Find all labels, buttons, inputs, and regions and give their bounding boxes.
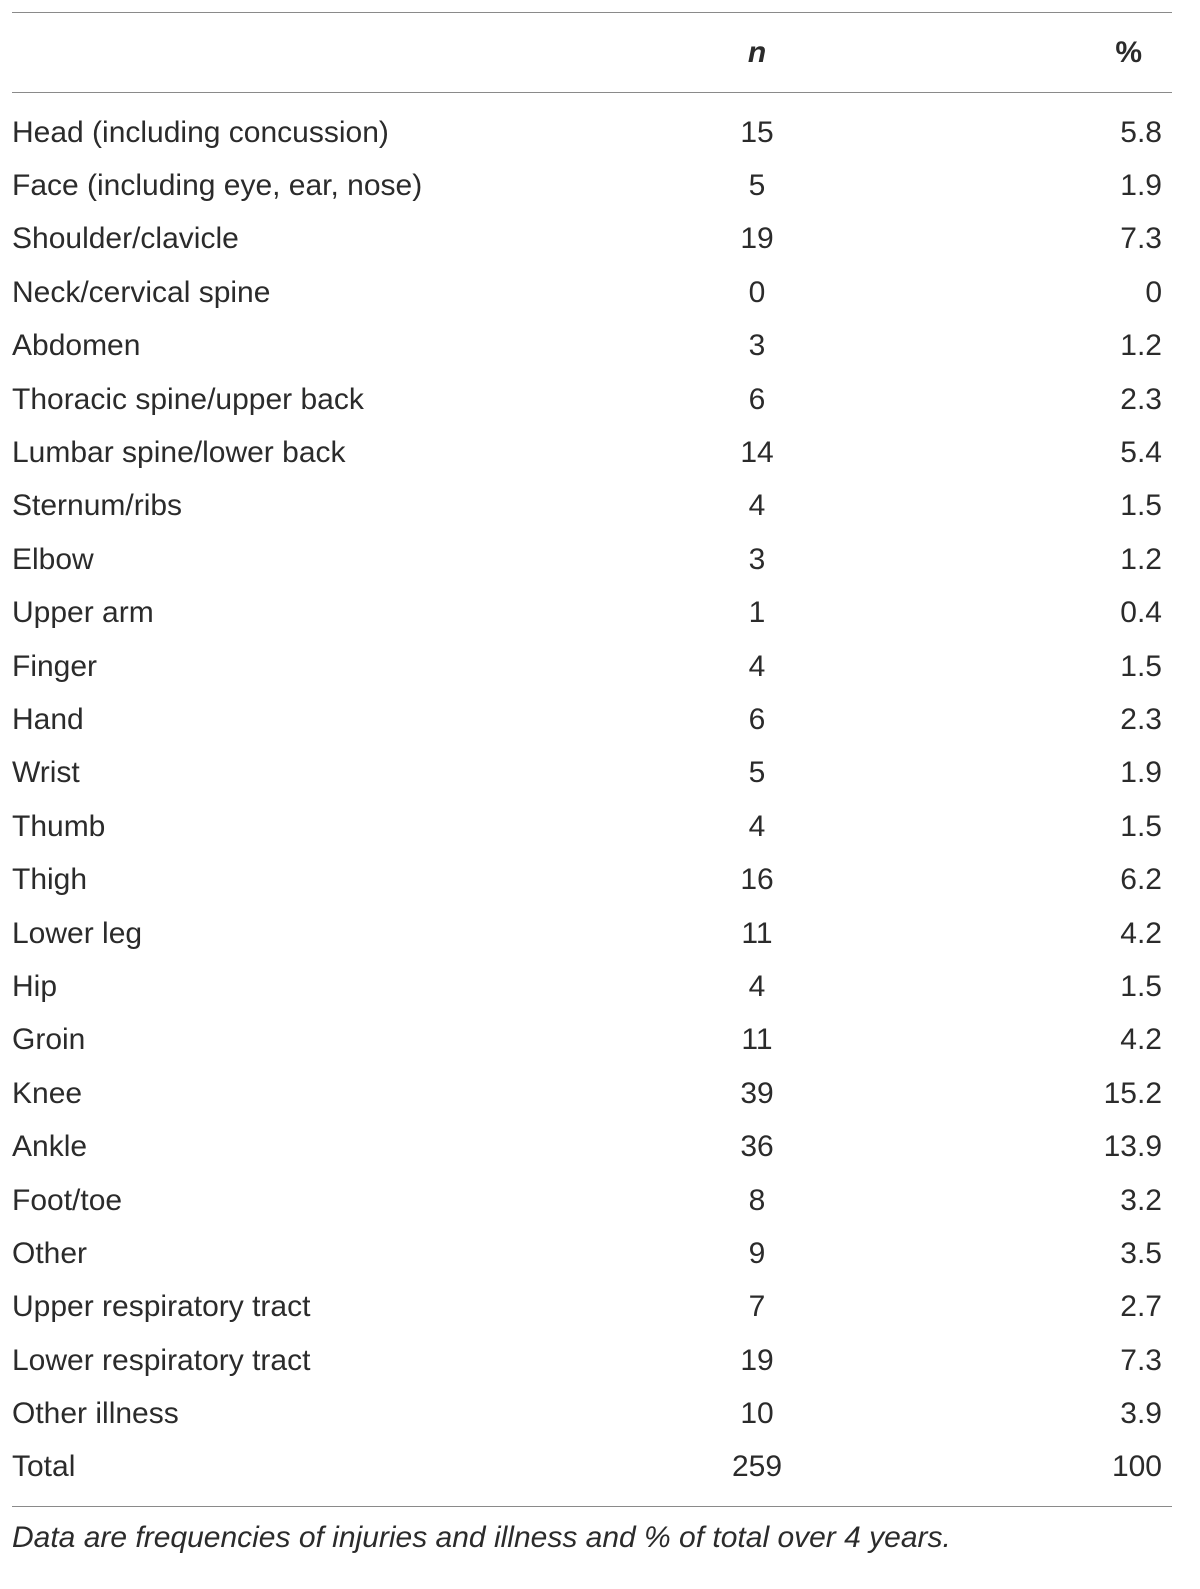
table-row — [12, 800, 1172, 853]
row-n-cell: 36 — [740, 1130, 774, 1164]
row-label-cell: Finger — [12, 649, 98, 683]
row-n-cell: 15 — [740, 115, 774, 149]
row-n-cell: 39 — [740, 1076, 774, 1110]
table-row — [12, 1227, 1172, 1280]
row-label-cell: Thumb — [12, 809, 106, 843]
row-n-cell: 11 — [741, 916, 773, 950]
table-header-row — [12, 13, 1172, 92]
row-n-cell: 19 — [740, 222, 774, 256]
row-n-cell: 14 — [740, 436, 774, 470]
row-percent-cell: 1.5 — [1120, 489, 1162, 523]
table-row — [12, 1067, 1172, 1120]
row-label-cell: Other illness — [12, 1397, 179, 1431]
table-row — [12, 373, 1172, 426]
row-label-cell: Upper arm — [12, 596, 154, 630]
row-n-cell: 6 — [748, 382, 766, 416]
table-row — [12, 480, 1172, 533]
row-label-cell: Thigh — [12, 863, 88, 897]
header-n-column: n — [747, 35, 767, 69]
row-percent-cell: 3.9 — [1120, 1397, 1162, 1431]
row-label-cell: Wrist — [12, 756, 80, 790]
row-label-cell: Abdomen — [12, 329, 141, 363]
table-row — [12, 1120, 1172, 1173]
row-percent-cell: 3.2 — [1120, 1183, 1162, 1217]
row-label-cell: Head (including concussion) — [12, 115, 389, 149]
row-percent-cell: 7.3 — [1120, 1343, 1162, 1377]
row-percent-cell: 1.2 — [1120, 542, 1162, 576]
table-row — [12, 1014, 1172, 1067]
row-label-cell: Hand — [12, 702, 84, 736]
row-percent-cell: 6.2 — [1120, 863, 1162, 897]
table-row — [12, 693, 1172, 746]
row-label-cell: Total — [12, 1450, 76, 1484]
row-percent-cell: 0 — [1145, 275, 1162, 309]
row-label-cell: Knee — [12, 1076, 83, 1110]
table-row — [12, 587, 1172, 640]
row-label-cell: Thoracic spine/upper back — [12, 382, 364, 416]
row-n-cell: 5 — [748, 756, 766, 790]
row-percent-cell: 15.2 — [1103, 1076, 1162, 1110]
table-row — [12, 106, 1172, 159]
table-row — [12, 1174, 1172, 1227]
table-row — [12, 747, 1172, 800]
row-n-cell: 4 — [748, 809, 766, 843]
row-label-cell: Hip — [12, 969, 58, 1003]
row-n-cell: 11 — [741, 1023, 773, 1057]
header-percent-column: % — [1115, 35, 1142, 69]
row-n-cell: 16 — [740, 863, 774, 897]
row-n-cell: 8 — [748, 1183, 766, 1217]
row-n-cell: 1 — [748, 596, 766, 630]
table-row — [12, 1334, 1172, 1387]
data-table — [12, 12, 1172, 1555]
row-percent-cell: 4.2 — [1120, 916, 1162, 950]
table-row — [12, 640, 1172, 693]
row-percent-cell: 7.3 — [1120, 222, 1162, 256]
table-row — [12, 533, 1172, 586]
row-label-cell: Ankle — [12, 1130, 88, 1164]
row-n-cell: 4 — [748, 649, 766, 683]
row-percent-cell: 1.9 — [1120, 169, 1162, 203]
row-percent-cell: 1.2 — [1120, 329, 1162, 363]
row-label-cell: Groin — [12, 1023, 86, 1057]
row-n-cell: 5 — [748, 169, 766, 203]
table-row — [12, 1387, 1172, 1440]
row-label-cell: Upper respiratory tract — [12, 1290, 311, 1324]
row-n-cell: 6 — [748, 702, 766, 736]
row-percent-cell: 13.9 — [1103, 1130, 1162, 1164]
row-label-cell: Foot/toe — [12, 1183, 123, 1217]
row-label-cell: Lumbar spine/lower back — [12, 436, 346, 470]
row-label-cell: Lower respiratory tract — [12, 1343, 311, 1377]
table-row — [12, 907, 1172, 960]
table-row — [12, 320, 1172, 373]
row-n-cell: 9 — [748, 1236, 766, 1270]
row-percent-cell: 2.3 — [1120, 382, 1162, 416]
row-percent-cell: 3.5 — [1120, 1236, 1162, 1270]
row-percent-cell: 5.4 — [1120, 436, 1162, 470]
table-row — [12, 213, 1172, 266]
row-label-cell: Lower leg — [12, 916, 143, 950]
row-percent-cell: 5.8 — [1120, 115, 1162, 149]
table-row — [12, 960, 1172, 1013]
row-n-cell: 7 — [748, 1290, 766, 1324]
row-n-cell: 4 — [748, 969, 766, 1003]
row-percent-cell: 0.4 — [1120, 596, 1162, 630]
row-n-cell: 4 — [748, 489, 766, 523]
row-label-cell: Face (including eye, ear, nose) — [12, 169, 423, 203]
row-percent-cell: 1.5 — [1120, 649, 1162, 683]
row-label-cell: Neck/cervical spine — [12, 275, 271, 309]
table-row — [12, 1441, 1172, 1494]
row-label-cell: Sternum/ribs — [12, 489, 183, 523]
row-percent-cell: 2.3 — [1120, 702, 1162, 736]
table-footnote: Data are frequencies of injuries and illness and % of total over 4 years. — [12, 1521, 951, 1555]
row-percent-cell: 1.5 — [1120, 969, 1162, 1003]
table-body — [12, 93, 1172, 1506]
row-percent-cell: 100 — [1111, 1450, 1162, 1484]
row-n-cell: 3 — [748, 542, 766, 576]
row-percent-cell: 1.5 — [1120, 809, 1162, 843]
table-row — [12, 159, 1172, 212]
table-row — [12, 1281, 1172, 1334]
row-percent-cell: 4.2 — [1120, 1023, 1162, 1057]
table-row — [12, 266, 1172, 319]
row-percent-cell: 2.7 — [1120, 1290, 1162, 1324]
row-n-cell: 259 — [731, 1450, 783, 1484]
row-percent-cell: 1.9 — [1120, 756, 1162, 790]
table-row — [12, 426, 1172, 479]
row-label-cell: Other — [12, 1236, 88, 1270]
row-n-cell: 19 — [740, 1343, 774, 1377]
row-label-cell: Shoulder/clavicle — [12, 222, 239, 256]
row-n-cell: 3 — [748, 329, 766, 363]
table-row — [12, 853, 1172, 906]
row-n-cell: 10 — [740, 1397, 774, 1431]
row-label-cell: Elbow — [12, 542, 94, 576]
row-n-cell: 0 — [748, 275, 766, 309]
